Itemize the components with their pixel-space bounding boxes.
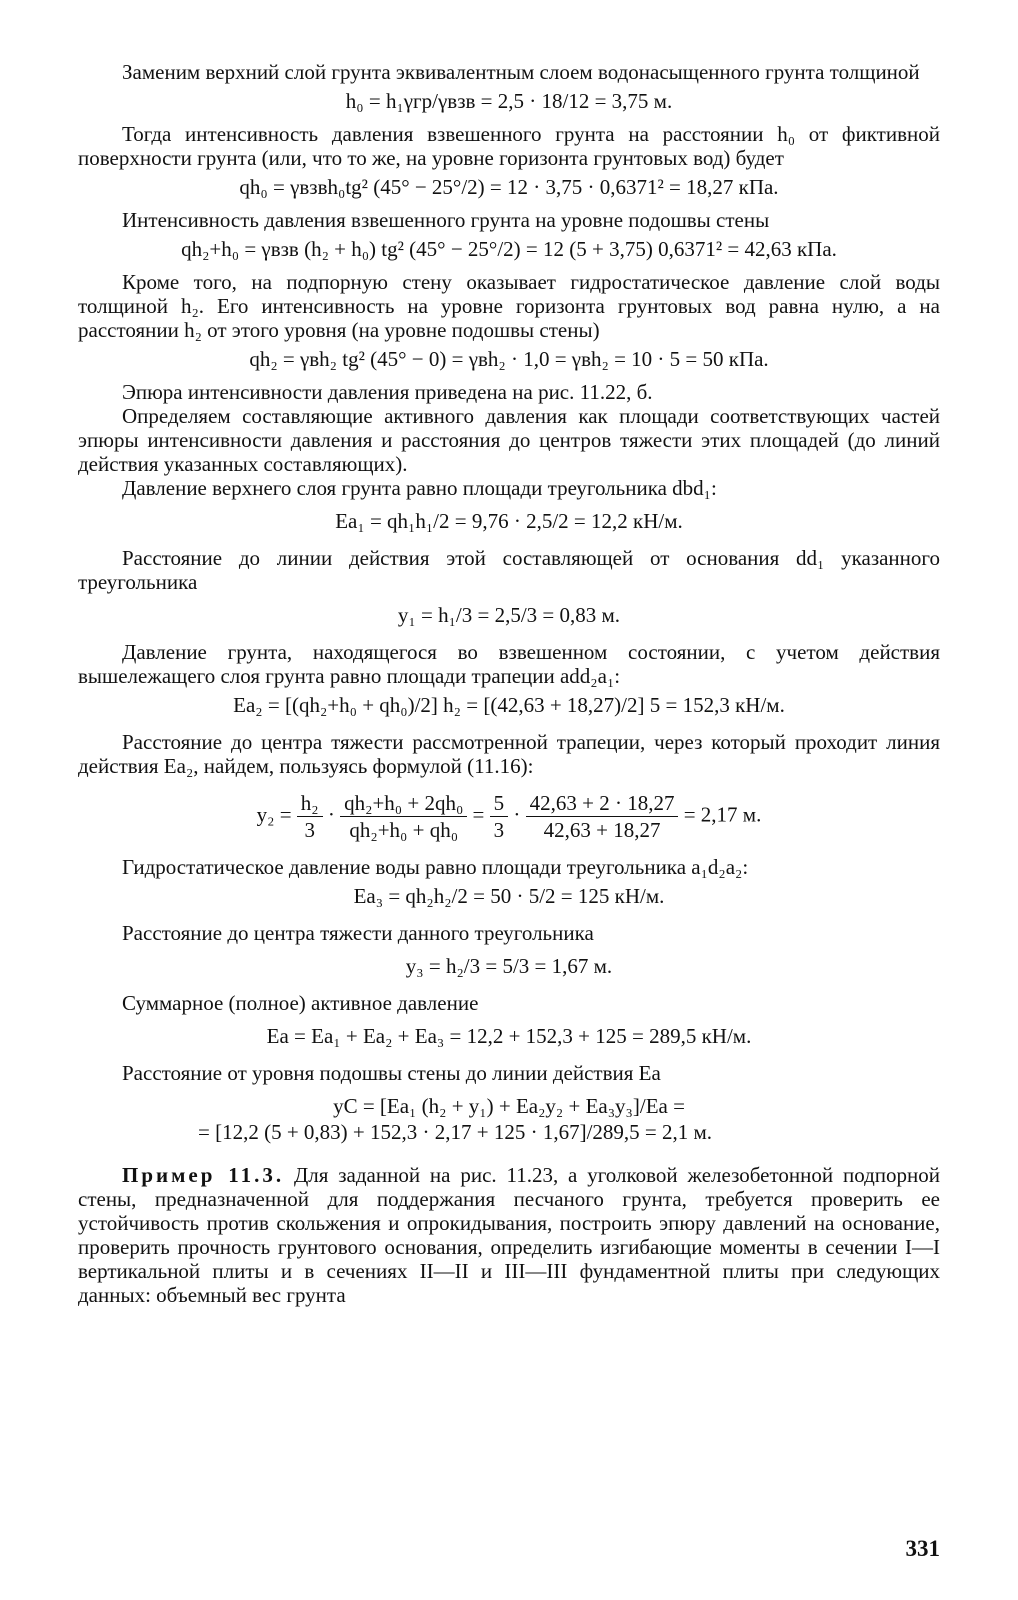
paragraph: Интенсивность давления взвешенного грунта на уровне подошвы стены [122,208,770,232]
formula-y2: y₂ = $\frac{\text{h₂}}{3}$ · $\frac{\text{qh₂+h₀ + 2qh₀}}{\text{qh₂+h₀ + qh₀}}$ = $\frac{5}{3}$ · $\frac{42,63 + 2 \cdot 18,27}{42,63 + 18,27}$ = 2,17 м. [256,791,762,842]
paragraph: Эпюра интенсивности давления приведена на рис. 11.22, б. [122,380,653,404]
paragraph: Тогда интенсивность давления взвешенного грунта на расстоянии h₀ от фиктивной поверхности грунта (или, что то же, на уровне горизонта грунтовых вод) будет [78,122,940,170]
paragraph: Расстояние до центра тяжести рассмотренной трапеции, через который проходит линия действия Ea₂, найдем, пользуясь формулой (11.16): [78,730,940,778]
formula: h₀ = h₁γгр/γвзв = 2,5 · 18/12 = 3,75 м. [345,89,673,113]
formula: Ea₂ = [(qh₂+h₀ + qh₀)/2] h₂ = [(42,63 + 18,27)/2] 5 = 152,3 кН/м. [233,693,785,717]
paragraph: Давление грунта, находящегося во взвешенном состоянии, с учетом действия вышележащего слоя грунта равно площади трапеции add₂a₁: [78,640,940,688]
fraction [526,790,679,843]
denominator: 3 [304,818,315,842]
example-text: Для заданной на рис. 11.23, а уголковой железобетонной подпорной стены, предназначенной для поддержания песчаного грунта, требуется проверить ее устойчивость против скольжения и опрокидывания, построить эпюру давлений на основание, проверить прочность грунтового основания, определить изгибающие моменты в сечении I—I вертикальной плиты и в сечениях II—II и III—III фундаментной плиты при следующих данных: объемный вес грунта [78,1163,940,1307]
formula: Ea₃ = qh₂h₂/2 = 50 · 5/2 = 125 кН/м. [353,884,665,908]
page-number: 331 [905,1536,940,1561]
formula: qh₂ = γвh₂ tg² (45° − 0) = γвh₂ · 1,0 = γвh₂ = 10 · 5 = 50 кПа. [249,347,769,371]
numerator: 5 [490,790,509,817]
equals-sign: = [472,802,485,827]
paragraph [78,1163,940,1307]
formula: y₁ = h₁/3 = 2,5/3 = 0,83 м. [397,603,621,627]
formula: qh₀ = γвзвh₀tg² (45° − 25°/2) = 12 · 3,75 · 0,6371² = 18,27 кПа. [239,175,779,199]
paragraph: Давление верхнего слоя грунта равно площади треугольника dbd₁: [122,476,717,500]
formula: Ea = Ea₁ + Ea₂ + Ea₃ = 12,2 + 152,3 + 125 = 289,5 кН/м. [266,1024,752,1048]
denominator: 3 [493,818,505,842]
fraction [297,790,323,843]
fraction [340,790,467,843]
denominator: 42,63 + 18,27 [543,818,661,842]
formula: = [12,2 (5 + 0,83) + 152,3 · 2,17 + 125 · 1,67]/289,5 = 2,1 м. [198,1120,713,1144]
paragraph: Расстояние до линии действия этой составляющей от основания dd₁ указанного треугольника [78,546,940,594]
page-body [78,60,940,1307]
formula-lhs: y₂ = [256,802,292,827]
formula: y₃ = h₂/3 = 5/3 = 1,67 м. [405,954,613,978]
paragraph: Гидростатическое давление воды равно площади треугольника a₁d₂a₂: [122,855,749,879]
numerator: qh₂+h₀ + 2qh₀ [340,790,467,817]
formula: qh₂+h₀ = γвзв (h₂ + h₀) tg² (45° − 25°/2) = 12 (5 + 3,75) 0,6371² = 42,63 кПа. [181,237,837,261]
formula: Ea₁ = qh₁h₁/2 = 9,76 · 2,5/2 = 12,2 кН/м. [335,509,683,533]
numerator: h₂ [297,790,323,817]
denominator: qh₂+h₀ + qh₀ [349,818,459,842]
numerator: 42,63 + 2 · 18,27 [526,790,679,817]
formula-result: = 2,17 м. [683,802,762,827]
fraction [490,790,509,843]
paragraph: Суммарное (полное) активное давление [122,991,479,1015]
paragraph: Определяем составляющие активного давления как площади соответствующих частей эпюры интенсивности давления и расстояния до центров тяжести этих площадей (до линий действия указанных составляющих). [78,404,940,476]
paragraph: Кроме того, на подпорную стену оказывает гидростатическое давление слой воды толщиной h₂. Его интенсивность на уровне горизонта грунтовых вод равна нулю, а на расстоянии h₂ от этого уровня (на уровне подошвы стены) [78,270,940,342]
formula: yC = [Ea₁ (h₂ + y₁) + Ea₂y₂ + Ea₃y₃]/Ea = [333,1094,685,1118]
example-heading: Пример 11.3. [122,1163,285,1187]
paragraph: Расстояние от уровня подошвы стены до линии действия Ea [122,1061,661,1085]
paragraph: Заменим верхний слой грунта эквивалентным слоем водонасыщенного грунта толщиной [122,60,920,84]
paragraph: Расстояние до центра тяжести данного треугольника [122,921,594,945]
